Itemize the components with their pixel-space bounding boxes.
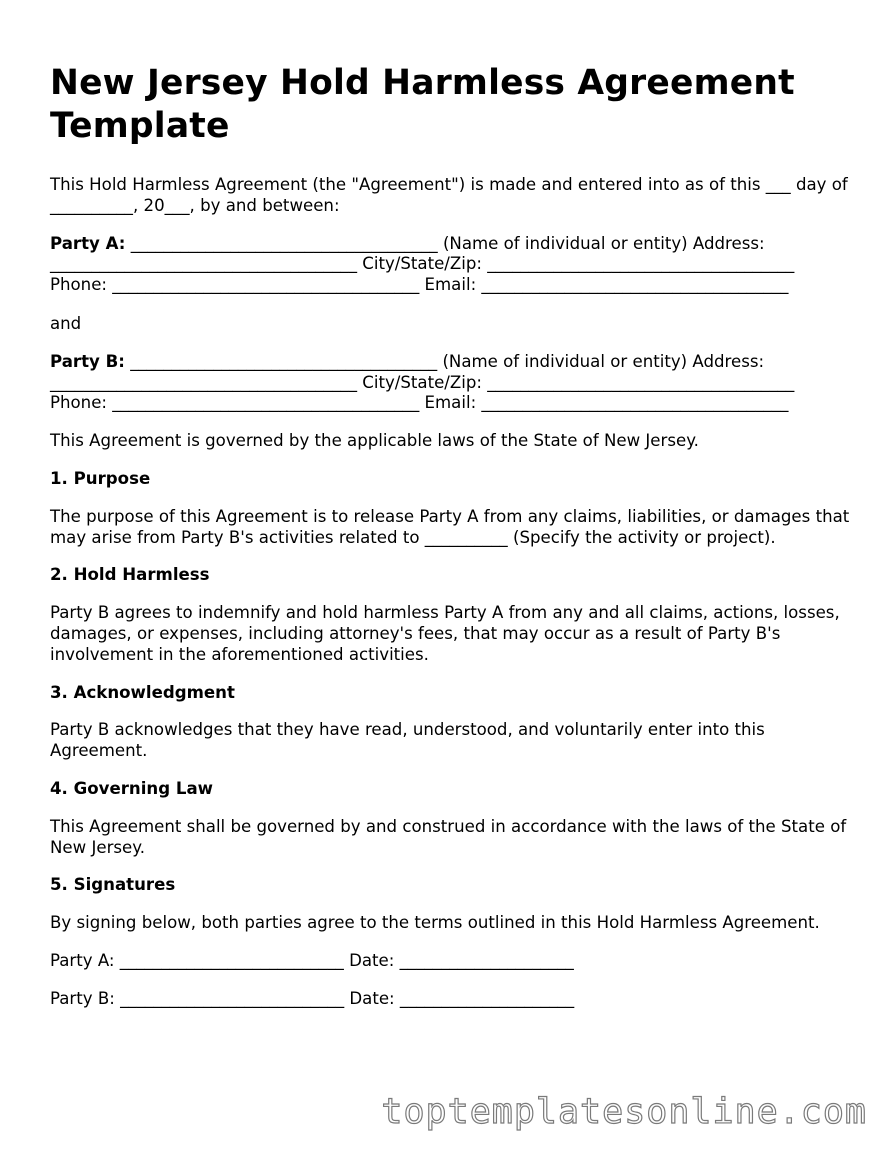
party-a-label: Party A: — [50, 233, 126, 253]
document-page — [50, 62, 855, 1010]
section-body-acknowledgment: Party B acknowledges that they have read, understood, and voluntarily enter into this Agreement. — [50, 720, 771, 761]
section-body-governing-law: This Agreement shall be governed by and construed in accordance with the laws of the State of New Jersey. — [50, 816, 852, 857]
governed-statement: This Agreement is governed by the applicable laws of the State of New Jersey. — [50, 431, 699, 451]
section-body-signatures: By signing below, both parties agree to the terms outlined in this Hold Harmless Agreement. — [50, 913, 820, 933]
section-heading-governing-law: 4. Governing Law — [50, 778, 213, 798]
signature-line-party-a: Party A: ___________________________ Date: _____________________ — [50, 950, 574, 970]
party-a-block — [50, 234, 850, 296]
document-title: New Jersey Hold Harmless Agreement Template — [50, 63, 795, 146]
party-b-block — [50, 352, 850, 414]
section-heading-hold-harmless: 2. Hold Harmless — [50, 565, 210, 585]
section-body-hold-harmless: Party B agrees to indemnify and hold harmless Party A from any and all claims, actions, losses, damages, or expenses, including attorney's fees, that may occur as a result of Party B's involvement in the aforementioned activities. — [50, 603, 846, 664]
watermark-logo: toptemplatesonline.com — [381, 1092, 867, 1132]
section-body-purpose: The purpose of this Agreement is to release Party A from any claims, liabilities, or damages that may arise from Party B's activities related to __________ (Specify the activity or project). — [50, 506, 855, 547]
party-b-label: Party B: — [50, 351, 125, 371]
signature-line-party-b: Party B: ___________________________ Date: _____________________ — [50, 988, 575, 1008]
party-a-details: _____________________________________ (Name of individual or entity) Address: _____________________________________ City/State/Zip: _____________________________________ Phone: _____________________________________ Email: _____________________________________ — [50, 233, 800, 295]
section-heading-signatures: 5. Signatures — [50, 875, 176, 895]
section-heading-purpose: 1. Purpose — [50, 468, 151, 488]
party-b-details: _____________________________________ (Name of individual or entity) Address: _____________________________________ City/State/Zip: _____________________________________ Phone: _____________________________________ Email: _____________________________________ — [50, 351, 800, 413]
section-heading-acknowledgment: 3. Acknowledgment — [50, 682, 235, 702]
intro-paragraph: This Hold Harmless Agreement (the "Agreement") is made and entered into as of this ___ day of __________, 20___, by and between: — [50, 175, 854, 215]
and-text: and — [50, 313, 82, 333]
